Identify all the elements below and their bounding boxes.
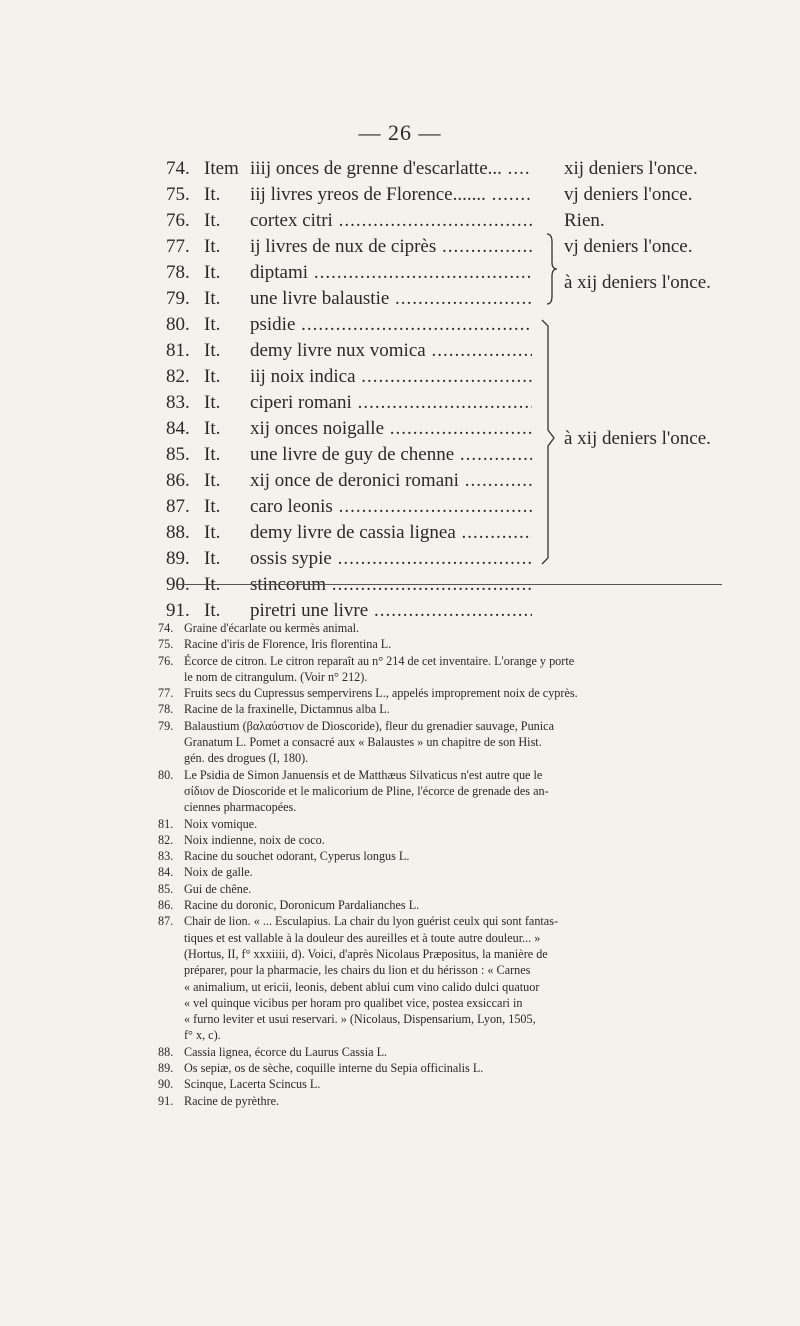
entry-number: 88. bbox=[166, 522, 190, 543]
footnote-line: Gui de chêne. bbox=[184, 881, 252, 896]
footnote-line: Chair de lion. « ... Esculapius. La chair du lyon guérist ceulx qui sont fantas- bbox=[184, 914, 559, 929]
footnote bbox=[0, 718, 800, 767]
footnote-line: f° x, c). bbox=[184, 1028, 221, 1043]
footnote-line: Racine du doronic, Doronicum Pardalianches L. bbox=[184, 898, 420, 913]
footnote-number: 81. bbox=[158, 816, 174, 831]
footnote-line: tiques et est vallable à la douleur des aureilles et à toute autre douleur... » bbox=[184, 930, 541, 945]
footnote bbox=[0, 897, 800, 913]
footnote-line: « vel quinque vicibus per horam pro qualibet vice, postea exsiccari in bbox=[184, 995, 523, 1010]
footnote-number: 88. bbox=[158, 1044, 174, 1059]
footnote-number: 77. bbox=[158, 686, 174, 701]
footnote-line: Balaustium (βαλαύστιον de Dioscoride), fleur du grenadier sauvage, Punica bbox=[184, 718, 554, 733]
footnote bbox=[0, 1060, 800, 1076]
entry-number: 87. bbox=[166, 496, 190, 517]
footnote-number: 79. bbox=[158, 718, 174, 733]
entry-number: 76. bbox=[166, 210, 190, 231]
footnote-line: Racine du souchet odorant, Cyperus longus L. bbox=[184, 849, 410, 864]
entry-text: psidie ..... bbox=[250, 312, 532, 338]
footnote bbox=[0, 832, 800, 848]
entry-item-marker: It. bbox=[204, 314, 221, 335]
footnote-number: 83. bbox=[158, 849, 174, 864]
inventory-entry bbox=[0, 208, 800, 234]
entry-item-marker: It. bbox=[204, 392, 221, 413]
footnote-line: Le Psidia de Simon Januensis et de Matthæus Silvaticus n'est autre que le bbox=[184, 767, 543, 782]
footnote bbox=[0, 1093, 800, 1109]
entry-price: Rien. bbox=[564, 210, 605, 231]
entry-number: 91. bbox=[166, 600, 190, 621]
footnote bbox=[0, 816, 800, 832]
footnote-number: 75. bbox=[158, 637, 174, 652]
footnote bbox=[0, 767, 800, 816]
page-number: — 26 — bbox=[358, 120, 442, 145]
inventory-entry bbox=[0, 546, 800, 572]
entry-item-marker: It. bbox=[204, 600, 221, 621]
inventory-entry bbox=[0, 234, 800, 260]
entry-item-marker: It. bbox=[204, 522, 221, 543]
entry-item-marker: It. bbox=[204, 184, 221, 205]
footnote-line: Cassia lignea, écorce du Laurus Cassia L. bbox=[184, 1044, 388, 1059]
footnote-line: gén. des drogues (I, 180). bbox=[184, 751, 309, 766]
entry-price: vj deniers l'once. bbox=[564, 184, 693, 205]
entry-number: 80. bbox=[166, 314, 190, 335]
entry-number: 84. bbox=[166, 418, 190, 439]
entry-text: caro leonis ..... bbox=[250, 494, 532, 520]
entry-number: 83. bbox=[166, 392, 190, 413]
entry-text: piretri une livre ..... bbox=[250, 598, 532, 624]
footnote-line: Racine d'iris de Florence, Iris florentina L. bbox=[184, 637, 392, 652]
entry-number: 89. bbox=[166, 548, 190, 569]
footnote bbox=[0, 864, 800, 880]
entry-number: 74. bbox=[166, 158, 190, 179]
inventory-entry bbox=[0, 520, 800, 546]
entry-item-marker: It. bbox=[204, 574, 221, 595]
entry-text: iij noix indica ..... bbox=[250, 364, 532, 390]
footnote-number: 89. bbox=[158, 1061, 174, 1076]
entry-text: une livre de guy de chenne ..... bbox=[250, 442, 532, 468]
entry-item-marker: It. bbox=[204, 288, 221, 309]
inventory-entry bbox=[0, 156, 800, 182]
footnote-line: Noix de galle. bbox=[184, 865, 253, 880]
entry-number: 82. bbox=[166, 366, 190, 387]
inventory-entry bbox=[0, 312, 800, 338]
footnote-line: Racine de pyrèthre. bbox=[184, 1093, 280, 1108]
footnote-line: Graine d'écarlate ou kermès animal. bbox=[184, 621, 360, 635]
footnotes bbox=[0, 620, 800, 1109]
footnote bbox=[0, 1044, 800, 1060]
entry-text: demy livre de cassia lignea ..... bbox=[250, 520, 532, 546]
entry-number: 77. bbox=[166, 236, 190, 257]
inventory-entry bbox=[0, 494, 800, 520]
footnote-line: « animalium, ut ericii, leonis, debent ablui cum vino calido dulci quatuor bbox=[184, 979, 540, 994]
footnote bbox=[0, 1076, 800, 1092]
footnote-number: 74. bbox=[158, 621, 174, 635]
inventory-entry bbox=[0, 468, 800, 494]
entry-price: vj deniers l'once. bbox=[564, 236, 693, 257]
entry-item-marker: Item bbox=[204, 158, 239, 179]
entry-item-marker: It. bbox=[204, 548, 221, 569]
entry-item-marker: It. bbox=[204, 340, 221, 361]
entry-text: stincorum ..... bbox=[250, 572, 532, 598]
inventory-entry bbox=[0, 182, 800, 208]
entry-text: demy livre nux vomica ..... bbox=[250, 338, 532, 364]
entry-text: iiij onces de grenne d'escarlatte... ..... bbox=[250, 156, 532, 182]
entry-number: 81. bbox=[166, 340, 190, 361]
entry-text: une livre balaustie ..... bbox=[250, 286, 532, 312]
footnote-line: Noix indienne, noix de coco. bbox=[184, 832, 325, 847]
footnote-line: préparer, pour la pharmacie, les chairs du lion et du hérisson : « Carnes bbox=[184, 963, 531, 978]
entry-number: 86. bbox=[166, 470, 190, 491]
footnote bbox=[0, 620, 800, 636]
footnote-number: 90. bbox=[158, 1077, 174, 1092]
footnote-line: σίδιον de Dioscoride et le malicorium de Pline, l'écorce de grenade des an- bbox=[184, 783, 549, 798]
bracket-small-label: à xij deniers l'once. bbox=[564, 272, 711, 293]
entry-item-marker: It. bbox=[204, 444, 221, 465]
footnote-line: Fruits secs du Cupressus sempervirens L., appelés improprement noix de cyprès. bbox=[184, 686, 578, 701]
footnote bbox=[0, 881, 800, 897]
footnote-number: 78. bbox=[158, 702, 174, 717]
bracket-small bbox=[546, 232, 558, 306]
entry-price: xij deniers l'once. bbox=[564, 158, 698, 179]
footnote-number: 84. bbox=[158, 865, 174, 880]
inventory-entry bbox=[0, 364, 800, 390]
footnote-number: 80. bbox=[158, 767, 174, 782]
footnote-line: Scinque, Lacerta Scincus L. bbox=[184, 1077, 321, 1092]
footnote bbox=[0, 913, 800, 1043]
entry-text: diptami ..... bbox=[250, 260, 532, 286]
footnote bbox=[0, 653, 800, 686]
entry-text: ciperi romani ..... bbox=[250, 390, 532, 416]
bracket-big-label: à xij deniers l'once. bbox=[564, 428, 711, 449]
footnote-line: Racine de la fraxinelle, Dictamnus alba L. bbox=[184, 702, 390, 717]
footnote-line: Écorce de citron. Le citron reparaît au n° 214 de cet inventaire. L'orange y porte bbox=[184, 653, 575, 668]
footnote bbox=[0, 848, 800, 864]
entry-number: 79. bbox=[166, 288, 190, 309]
inventory-entry bbox=[0, 390, 800, 416]
entry-item-marker: It. bbox=[204, 210, 221, 231]
entry-text: xij onces noigalle ..... bbox=[250, 416, 532, 442]
entry-text: ij livres de nux de ciprès ..... bbox=[250, 234, 532, 260]
entry-number: 85. bbox=[166, 444, 190, 465]
footnote bbox=[0, 685, 800, 701]
entry-text: cortex citri ..... bbox=[250, 208, 532, 234]
footnote-line: Os sepiæ, os de sèche, coquille interne du Sepia officinalis L. bbox=[184, 1061, 484, 1076]
footnote-rule bbox=[176, 584, 722, 585]
footnote bbox=[0, 701, 800, 717]
entry-item-marker: It. bbox=[204, 366, 221, 387]
entry-item-marker: It. bbox=[204, 418, 221, 439]
footnote-number: 85. bbox=[158, 881, 174, 896]
entry-number: 75. bbox=[166, 184, 190, 205]
footnote-line: le nom de citrangulum. (Voir n° 212). bbox=[184, 669, 368, 684]
footnote-number: 86. bbox=[158, 898, 174, 913]
footnote-number: 76. bbox=[158, 653, 174, 668]
entry-number: 90. bbox=[166, 574, 190, 595]
entry-text: ossis sypie ..... bbox=[250, 546, 532, 572]
footnote-line: Granatum L. Pomet a consacré aux « Balaustes » un chapitre de son Hist. bbox=[184, 735, 542, 750]
footnote-number: 82. bbox=[158, 832, 174, 847]
entry-item-marker: It. bbox=[204, 470, 221, 491]
inventory-entry bbox=[0, 338, 800, 364]
footnote-line: ciennes pharmacopées. bbox=[184, 800, 297, 815]
footnote-number: 87. bbox=[158, 914, 174, 929]
entry-text: iij livres yreos de Florence....... ..... bbox=[250, 182, 532, 208]
footnote-line: (Hortus, II, f° xxxiiii, d). Voici, d'après Nicolaus Præpositus, la manière de bbox=[184, 946, 548, 961]
footnote-line: Noix vomique. bbox=[184, 816, 258, 831]
entry-text: xij once de deronici romani ..... bbox=[250, 468, 532, 494]
footnote bbox=[0, 636, 800, 652]
bracket-big bbox=[538, 318, 558, 566]
entry-item-marker: It. bbox=[204, 236, 221, 257]
entry-item-marker: It. bbox=[204, 262, 221, 283]
entry-item-marker: It. bbox=[204, 496, 221, 517]
entry-number: 78. bbox=[166, 262, 190, 283]
footnote-number: 91. bbox=[158, 1093, 174, 1108]
footnote-line: « furno leviter et usui reservari. » (Nicolaus, Dispensarium, Lyon, 1505, bbox=[184, 1012, 536, 1027]
inventory-entry bbox=[0, 572, 800, 598]
